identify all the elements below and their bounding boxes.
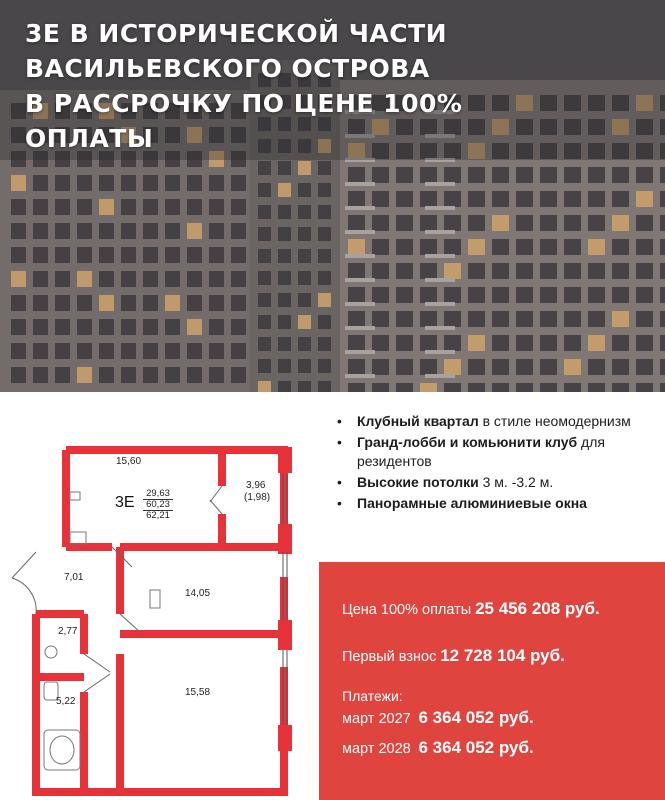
payment-row <box>342 738 534 758</box>
hero-title-line: 3Е В ИСТОРИЧЕСКОЙ ЧАСТИ <box>25 19 448 48</box>
room-area-bath: 5,22 <box>56 696 76 707</box>
payments-label: Платежи: <box>342 688 403 704</box>
feature-item <box>335 494 655 513</box>
feature-text: в стиле неомодернизм <box>478 413 631 429</box>
room-area-bedroom1: 14,05 <box>185 588 211 599</box>
area-living: 29,63 <box>146 488 170 499</box>
feature-bold: Высокие потолки <box>357 474 479 490</box>
feature-bold: Гранд-лобби и комьюнити клуб <box>357 434 578 450</box>
feature-text: 3 м. -3.2 м. <box>478 474 554 490</box>
room-area-living: 15,60 <box>116 456 142 467</box>
down-payment-row <box>342 646 565 666</box>
feature-bold: Панорамные алюминиевые окна <box>357 495 587 511</box>
room-area-wc: 2,77 <box>58 626 78 637</box>
feature-item <box>335 433 655 471</box>
area-total: 60,23 <box>143 499 173 510</box>
hero-title-line: В РАССРОЧКУ ПО ЦЕНЕ 100% <box>25 89 463 118</box>
full-price-value: 25 456 208 руб. <box>475 599 600 618</box>
area-total-balcony: 62,21 <box>143 510 173 521</box>
full-price-label: Цена 100% оплаты <box>342 602 472 618</box>
apartment-code: 3Е <box>115 494 135 511</box>
feature-bold: Клубный квартал <box>357 413 479 429</box>
room-area-hall: 7,01 <box>64 572 84 583</box>
hero-photo <box>0 0 665 392</box>
payment-value: 6 364 052 руб. <box>418 708 534 727</box>
down-payment-value: 12 728 104 руб. <box>440 646 565 665</box>
feature-item <box>335 412 655 431</box>
apartment-areas <box>143 489 173 521</box>
full-price-row <box>342 599 600 619</box>
hero-title-line: ОПЛАТЫ <box>25 124 154 153</box>
down-payment-label: Первый взнос <box>342 649 437 665</box>
room-area-balcony-reduced: (1,98) <box>244 492 271 503</box>
hero-title <box>25 16 545 156</box>
room-area-balcony: 3,96 <box>246 480 266 491</box>
features-list <box>335 412 655 515</box>
payment-value: 6 364 052 руб. <box>418 738 534 757</box>
payment-row <box>342 708 534 728</box>
payment-date: март 2027 <box>342 711 411 727</box>
room-area-bedroom2: 15,58 <box>185 687 211 698</box>
feature-item <box>335 473 655 492</box>
feature-text: для резидентов <box>357 434 605 469</box>
floor-plan <box>0 392 320 800</box>
floor-plan-drawing <box>0 392 320 800</box>
payment-date: март 2028 <box>342 741 411 757</box>
price-box <box>319 562 665 800</box>
hero-title-line: ВАСИЛЬЕВСКОГО ОСТРОВА <box>25 54 430 83</box>
